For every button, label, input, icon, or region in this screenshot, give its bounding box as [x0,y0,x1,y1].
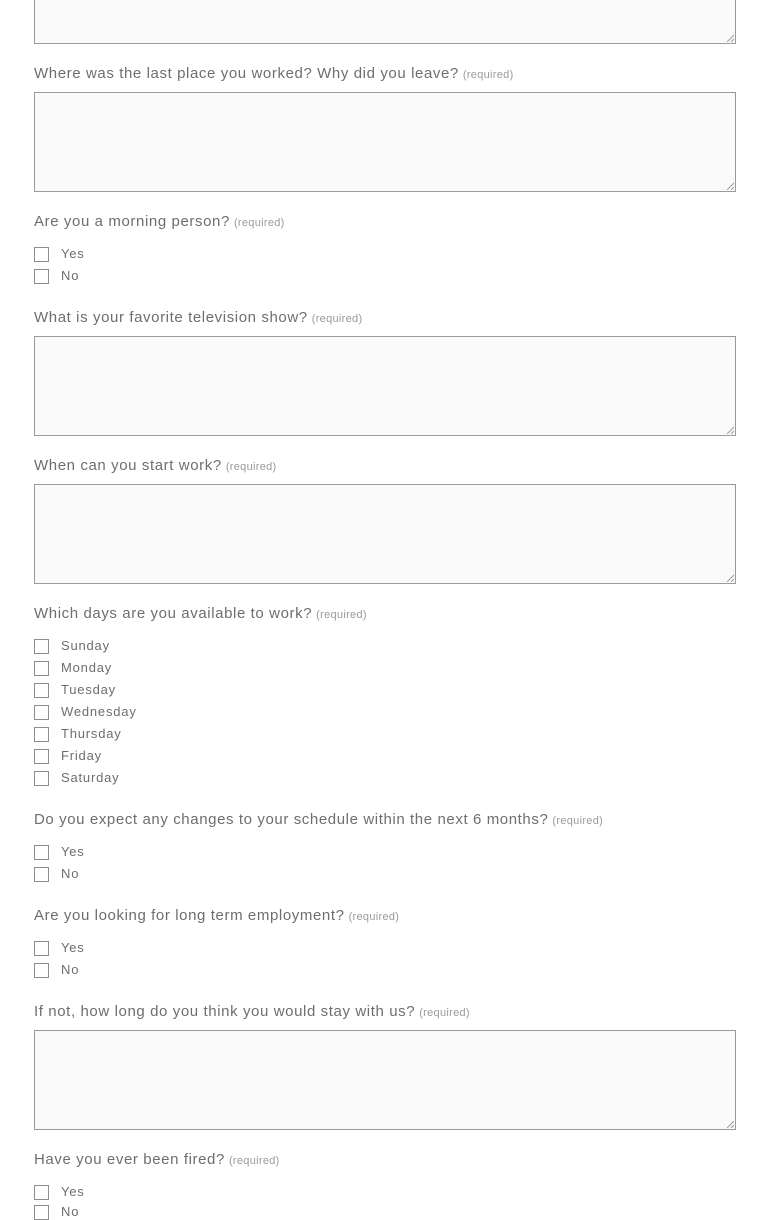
question-label [34,213,285,232]
checkbox[interactable] [34,845,49,860]
checkbox[interactable] [34,639,49,654]
option-label: No [61,1204,80,1219]
checkbox[interactable] [34,941,49,956]
resize-handle-icon[interactable] [726,34,734,42]
question-text: Where was the last place you worked? Why did you leave? [34,65,459,82]
option-label: Yes [61,1184,85,1199]
option-no[interactable] [34,962,79,978]
question-label [34,605,367,624]
checkbox[interactable] [34,705,49,720]
option-label: Thursday [61,726,122,741]
question-label [34,811,603,830]
question-label [34,1003,470,1022]
resize-handle-icon[interactable] [726,426,734,434]
favorite-tv-show-textarea[interactable] [34,336,736,436]
required-note: (required) [462,69,514,81]
resize-handle-icon[interactable] [726,182,734,190]
question-label [34,1151,280,1170]
required-note: (required) [225,461,277,473]
option-saturday[interactable] [34,770,119,786]
question-label [34,907,399,926]
question-text: If not, how long do you think you would stay with us? [34,1003,416,1020]
required-note: (required) [552,815,604,827]
question-text: What is your favorite television show? [34,309,308,326]
option-wednesday[interactable] [34,704,137,720]
resize-handle-icon[interactable] [726,1120,734,1128]
option-label: No [61,866,80,881]
option-yes[interactable] [34,940,85,956]
required-note: (required) [233,217,285,229]
option-no[interactable] [34,1204,79,1220]
required-note: (required) [316,609,367,621]
option-label: Saturday [61,770,120,785]
checkbox[interactable] [34,1185,49,1200]
checkbox[interactable] [34,749,49,764]
start-work-textarea[interactable] [34,484,736,584]
option-tuesday[interactable] [34,682,116,698]
option-label: Tuesday [61,682,116,697]
option-thursday[interactable] [34,726,122,742]
option-label: No [61,962,80,977]
option-yes[interactable] [34,1184,85,1200]
question-label [34,65,514,84]
previous-answer-textarea[interactable] [34,0,736,44]
option-label: Wednesday [61,704,137,719]
last-workplace-textarea[interactable] [34,92,736,192]
required-note: (required) [348,911,400,923]
required-note: (required) [419,1007,470,1019]
stay-duration-textarea[interactable] [34,1030,736,1130]
checkbox[interactable] [34,661,49,676]
option-label: No [61,268,80,283]
option-no[interactable] [34,866,79,882]
option-label: Sunday [61,638,110,653]
question-text: Do you expect any changes to your schedule within the next 6 months? [34,811,549,828]
option-friday[interactable] [34,748,102,764]
required-note: (required) [311,313,363,325]
resize-handle-icon[interactable] [726,574,734,582]
option-label: Friday [61,748,102,763]
question-label [34,309,362,328]
option-label: Monday [61,660,113,675]
checkbox[interactable] [34,247,49,262]
option-yes[interactable] [34,246,85,262]
option-label: Yes [61,844,85,859]
checkbox[interactable] [34,727,49,742]
option-label: Yes [61,246,85,261]
checkbox[interactable] [34,683,49,698]
option-yes[interactable] [34,844,85,860]
question-text: Are you a morning person? [34,213,230,230]
checkbox[interactable] [34,867,49,882]
question-text: When can you start work? [34,457,222,474]
required-note: (required) [228,1155,280,1167]
checkbox[interactable] [34,963,49,978]
question-text: Are you looking for long term employment? [34,907,345,924]
option-label: Yes [61,940,85,955]
option-no[interactable] [34,268,79,284]
checkbox[interactable] [34,771,49,786]
question-text: Have you ever been fired? [34,1151,225,1168]
checkbox[interactable] [34,269,49,284]
question-label [34,457,277,476]
checkbox[interactable] [34,1205,49,1220]
question-text: Which days are you available to work? [34,605,313,622]
option-monday[interactable] [34,660,112,676]
option-sunday[interactable] [34,638,110,654]
